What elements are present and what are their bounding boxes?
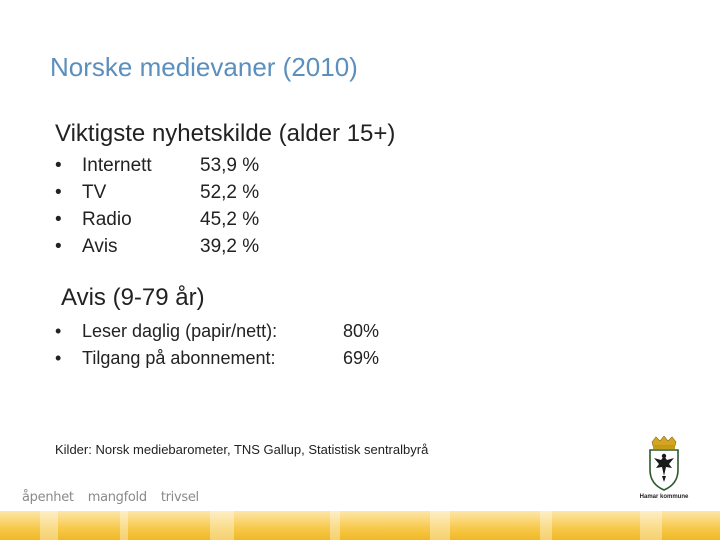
slogan	[22, 490, 199, 505]
item-label: Leser daglig (papir/nett):	[82, 321, 278, 341]
item-label: Avis	[82, 236, 118, 257]
slogan-word: åpenhet	[22, 490, 74, 505]
list-item	[55, 152, 290, 179]
item-value: 80%	[343, 321, 380, 341]
page-title: Norske medievaner (2010)	[50, 52, 358, 82]
bullet: •	[55, 321, 62, 341]
item-label: Internett	[82, 155, 152, 176]
item-value: 39,2 %	[200, 236, 260, 257]
section-heading-news-source: Viktigste nyhetskilde (alder 15+)	[55, 120, 396, 147]
logo-text: Hamar kommune	[639, 494, 689, 500]
section-heading-newspaper: Avis (9-79 år)	[61, 284, 205, 311]
footer-band	[0, 511, 720, 540]
bullet: •	[55, 209, 62, 230]
list-item	[55, 318, 403, 345]
bullet: •	[55, 236, 62, 257]
item-value: 45,2 %	[200, 209, 260, 230]
list-item	[55, 206, 290, 233]
list-item	[55, 345, 403, 372]
item-value: 69%	[343, 348, 380, 368]
item-label: TV	[82, 182, 107, 203]
bullet: •	[55, 348, 62, 368]
item-value: 52,2 %	[200, 182, 260, 203]
source-note: Kilder: Norsk mediebarometer, TNS Gallup, Statistisk sentralbyrå	[55, 442, 429, 457]
item-value: 53,9 %	[200, 155, 260, 176]
item-label: Radio	[82, 209, 132, 230]
coat-of-arms-icon	[628, 436, 700, 494]
slogan-word: mangfold	[87, 490, 147, 505]
municipality-logo	[628, 436, 700, 508]
newspaper-list	[55, 318, 403, 372]
slogan-word: trivsel	[160, 490, 199, 505]
list-item	[55, 179, 290, 206]
bullet: •	[55, 155, 62, 176]
news-source-list	[55, 152, 290, 260]
list-item	[55, 233, 290, 260]
item-label: Tilgang på abonnement:	[82, 348, 276, 368]
bullet: •	[55, 182, 62, 203]
